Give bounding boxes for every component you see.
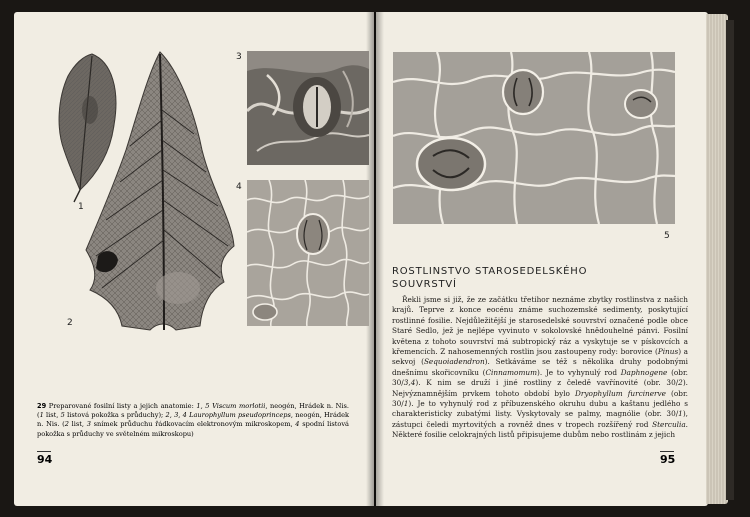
figure-ref: 2 <box>678 378 683 388</box>
caption-text: snímek průduchu řádkovacím elektronovým mikroskopem, <box>90 420 296 429</box>
body-text: ). Je to vyhynulý rod z příbuzenského okruhu dubu a kaštanu jedlého s charakteristicky zubatými listy. Vyskytovaly se palmy, magnólie (obr. 30/ <box>392 399 688 419</box>
figure-label-2: 2 <box>67 318 73 328</box>
figure-caption <box>37 402 349 439</box>
caption-text: list, <box>68 420 87 429</box>
taxon-name: Dryophyllum furcinerve <box>575 388 666 398</box>
page-number-left: 94 <box>37 453 53 466</box>
figure-2-leaf-image <box>82 50 242 340</box>
article-title <box>392 265 692 291</box>
book-cover-edge <box>726 20 734 500</box>
caption-ref: 5 <box>60 411 65 420</box>
taxon-name: Sequoiadendron <box>423 357 485 367</box>
caption-text: list, <box>43 411 61 420</box>
taxon-name: Daphnogene <box>620 367 668 377</box>
taxon-name: Cinnamomum <box>485 367 537 377</box>
caption-text: Preparované fosilní listy a jejich anatomie: <box>48 402 197 410</box>
figure-label-3: 3 <box>236 52 242 62</box>
figure-label-4: 4 <box>236 182 242 192</box>
article-body <box>392 295 688 441</box>
figure-ref: 1 <box>678 409 683 419</box>
body-text: ). K nim se druží i jiné rostliny z čeledě vavřínovité (obr. 30/ <box>415 378 679 388</box>
caption-species-1: 1, 5 Viscum morlotii <box>196 402 266 410</box>
caption-text: , neogén, Hrádek n. Nis. ( <box>37 411 350 429</box>
figure-label-5: 5 <box>664 231 670 241</box>
page-number-rule-left <box>37 451 51 452</box>
page-edges <box>706 14 728 504</box>
figure-ref: 1 <box>403 399 409 409</box>
body-text: ). Je to vyhynulý rod <box>537 367 621 377</box>
body-text: ). Setkáváme se též s několika druhy podobnými dnešnímu skořicovníku ( <box>392 357 688 377</box>
body-text: ). Nejvýznamnějším prvkem tohoto období bylo <box>392 378 688 398</box>
caption-ref: 2 <box>64 420 69 429</box>
caption-text: spodní listová pokožka s průduchy ve světelném mikroskopu) <box>37 420 349 438</box>
figure-4-epidermis-image <box>247 180 369 326</box>
caption-text: listová pokožka s průduchy); <box>64 411 166 420</box>
body-text: Řekli jsme si již, že ze začátku třetihor neznáme zbytky rostlinstva z našich krajů. Teprve z konce eocénu známe suchozemské sedimenty, poskytující rostlinné fosilie. Nejdůležitější je starosedelské souvrství označené podle obce Staré Sedlo, jež je nejlépe vyvinuto v sokolovské hnědouhelné pánvi. Fosilní květena z tohoto souvrství má subtropický ráz a vyskytuje se v pískovcích a křemencích. Z nahosemenných rostlin jsou zastoupeny rody: borovice ( <box>392 295 688 357</box>
body-text: . Některé fosilie celokrajných listů připisujeme dubům nebo rostlinám z jejich <box>392 419 688 440</box>
caption-ref: 1 <box>39 411 44 420</box>
caption-ref: 3 <box>86 420 91 429</box>
figure-5-epidermis-image <box>393 52 675 224</box>
article-title-line-2: SOUVRSTVÍ <box>392 279 457 290</box>
figure-3-sem-stoma-image <box>247 51 369 165</box>
caption-text: , neogén, Hrádek n. Nis. ( <box>37 402 349 420</box>
taxon-name: Pinus <box>657 347 679 357</box>
page-number-rule-right <box>660 451 674 452</box>
article-paragraph <box>392 295 688 441</box>
figure-ref: 3,4 <box>403 378 416 388</box>
caption-number: 29 <box>37 402 47 410</box>
article-title-line-1: ROSTLINSTVO STAROSEDELSKÉHO <box>392 266 588 277</box>
figure-label-1: 1 <box>78 202 84 212</box>
caption-species-2: 2, 3, 4 Laurophyllum pseudoprinceps <box>165 411 291 420</box>
body-text: ) a sekvoj ( <box>392 347 688 367</box>
body-text: (obr. 30/ <box>392 367 688 388</box>
caption-ref: 4 <box>295 420 300 429</box>
body-text: (obr. 30/ <box>392 388 688 409</box>
taxon-name: Sterculia <box>652 419 686 429</box>
page-number-right: 95 <box>660 453 676 466</box>
body-text: ), zástupci čeledi myrtovitých a rovněž dnes v tropech rozšířený rod <box>392 409 688 429</box>
